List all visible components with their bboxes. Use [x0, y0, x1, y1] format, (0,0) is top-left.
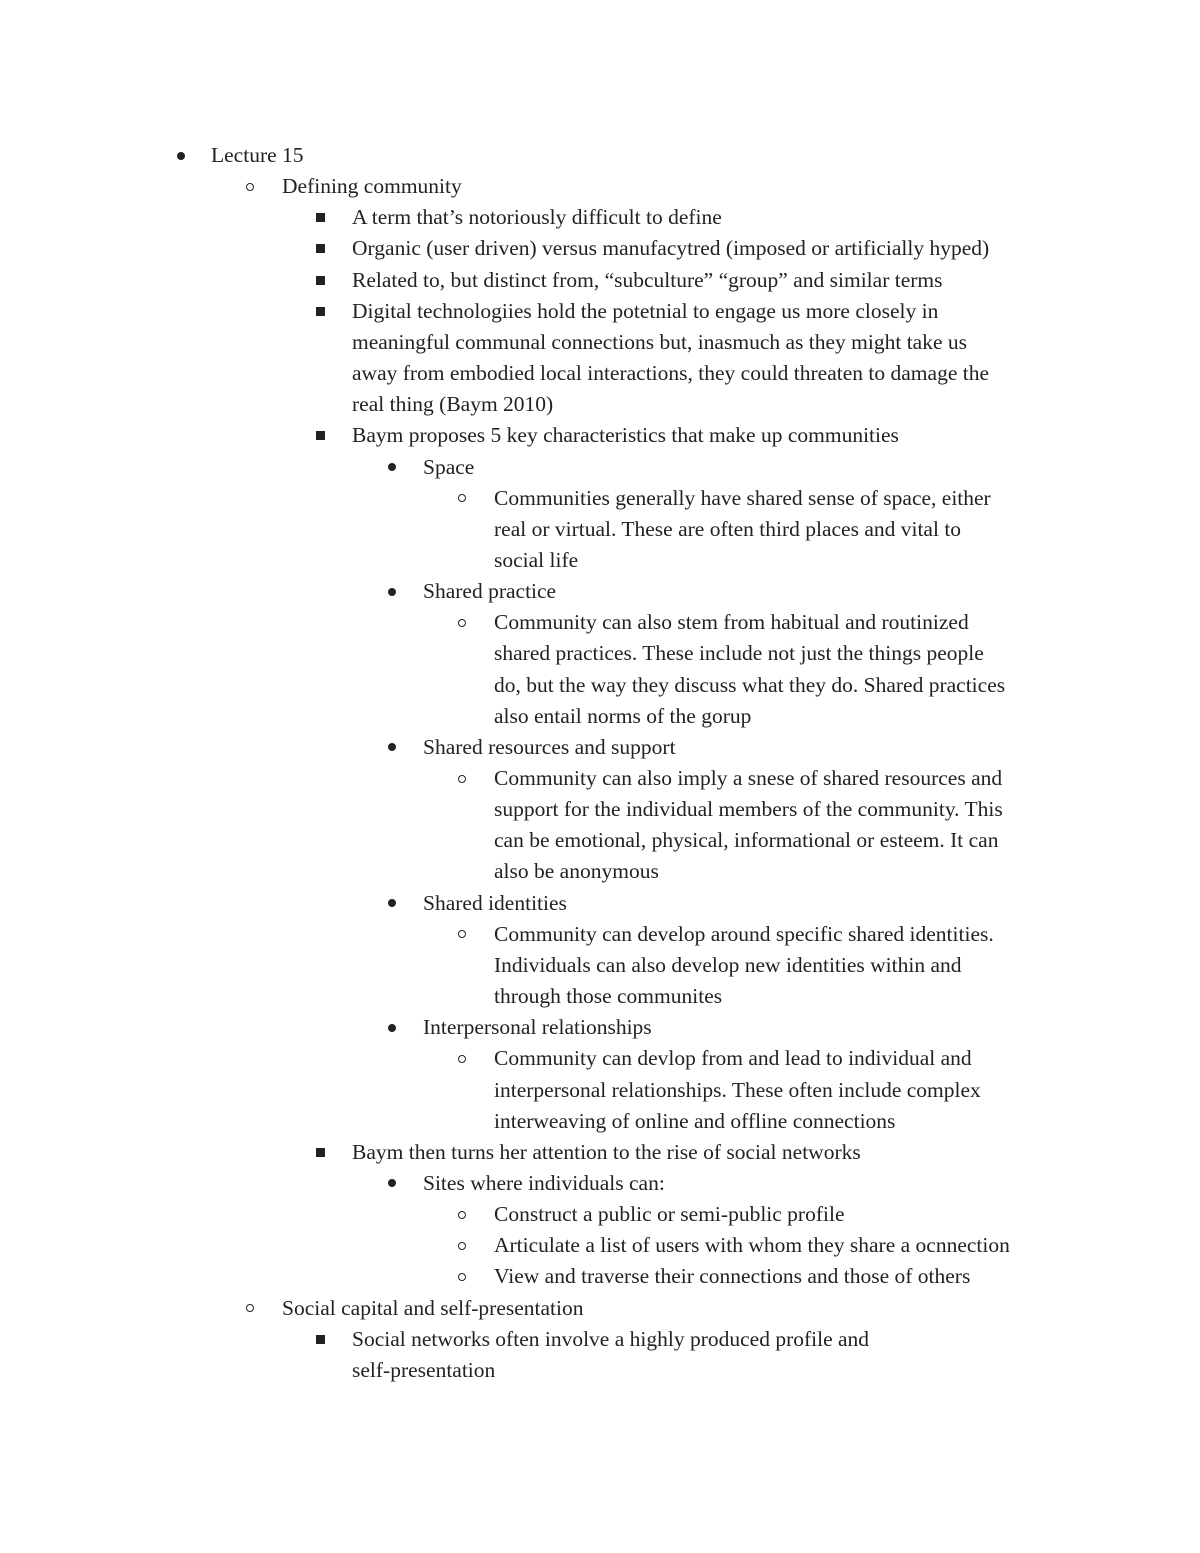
outline-item-text: support for the individual members of the community. This	[494, 797, 1003, 822]
outline-item-text: Construct a public or semi-public profile	[494, 1202, 845, 1227]
bullet-square-icon	[316, 1148, 325, 1157]
outline-item-text: Social capital and self-presentation	[282, 1295, 584, 1320]
bullet-circle-icon	[246, 183, 254, 191]
bullet-circle-icon	[246, 1304, 254, 1312]
outline-item-text: Defining community	[282, 174, 462, 199]
outline-item-text: Baym proposes 5 key characteristics that make up communities	[352, 423, 899, 448]
outline-item-text: real or virtual. These are often third places and vital to	[494, 516, 962, 541]
bullet-circle-icon	[458, 1273, 466, 1281]
outline-item-text: Articulate a list of users with whom they share a ocnnection	[494, 1233, 1010, 1258]
bullet-disc-icon	[177, 152, 185, 160]
outline-item-text: Space	[423, 454, 475, 479]
outline-item-text: can be emotional, physical, informational or esteem. It can	[494, 828, 999, 853]
outline-item-text: also be anonymous	[494, 859, 659, 884]
bullet-disc-icon	[388, 743, 396, 751]
outline-item-text: View and traverse their connections and those of others	[494, 1264, 971, 1289]
outline-item-text: also entail norms of the gorup	[494, 703, 752, 728]
outline-item-text: A term that’s notoriously difficult to define	[352, 205, 722, 230]
bullet-square-icon	[316, 213, 325, 222]
outline-item-text: social life	[494, 547, 579, 572]
outline-item-text: Shared practice	[423, 579, 557, 604]
outline-item-text: Digital technologiies hold the potetnial to engage us more closely in	[352, 298, 939, 323]
outline-item-text: Shared identities	[423, 890, 567, 915]
bullet-circle-icon	[458, 1055, 466, 1063]
outline-item-text: meaningful communal connections but, inasmuch as they might take us	[352, 329, 968, 354]
bullet-disc-icon	[388, 1179, 396, 1187]
bullet-square-icon	[316, 244, 325, 253]
outline-item-text: Social networks often involve a highly produced profile and	[352, 1326, 870, 1351]
bullet-circle-icon	[458, 1242, 466, 1250]
bullet-disc-icon	[388, 899, 396, 907]
outline-item-text: Baym then turns her attention to the rise of social networks	[352, 1139, 861, 1164]
outline-item-text: through those communites	[494, 984, 723, 1009]
outline-item-text: real thing (Baym 2010)	[352, 392, 554, 417]
outline-item-text: Community can develop around specific shared identities.	[494, 921, 994, 946]
outline-item-text: interpersonal relationships. These often include complex	[494, 1077, 981, 1102]
outline-item-text: do, but the way they discuss what they do. Shared practices	[494, 672, 1006, 697]
outline-item-text: self-presentation	[352, 1357, 496, 1382]
bullet-disc-icon	[388, 463, 396, 471]
outline-item-text: shared practices. These include not just the things people	[494, 641, 984, 666]
outline-item-text: Related to, but distinct from, “subculture” “group” and similar terms	[352, 267, 943, 292]
outline-item-text: Community can devlop from and lead to individual and	[494, 1046, 972, 1071]
outline-item-text: Sites where individuals can:	[423, 1170, 665, 1195]
bullet-square-icon	[316, 307, 325, 316]
outline-item-text: Individuals can also develop new identities within and	[494, 952, 962, 977]
bullet-disc-icon	[388, 588, 396, 596]
outline-item-text: Organic (user driven) versus manufacytred (imposed or artificially hyped)	[352, 236, 990, 261]
outline-item-text: Lecture 15	[211, 143, 304, 167]
bullet-circle-icon	[458, 494, 466, 502]
bullet-circle-icon	[458, 1211, 466, 1219]
outline-item-text: Community can also imply a snese of shared resources and	[494, 766, 1003, 790]
outline-item-text: away from embodied local interactions, they could threaten to damage the	[352, 361, 990, 386]
bullet-disc-icon	[388, 1024, 396, 1032]
outline-item-text: Interpersonal relationships	[423, 1015, 652, 1040]
bullet-square-icon	[316, 1335, 325, 1344]
bullet-circle-icon	[458, 619, 466, 627]
bullet-square-icon	[316, 276, 325, 285]
outline-item-text: Shared resources and support	[423, 734, 676, 759]
outline-item-text: Community can also stem from habitual and routinized	[494, 610, 969, 635]
bullet-circle-icon	[458, 930, 466, 938]
bullet-circle-icon	[458, 775, 466, 783]
outline-item-text: interweaving of online and offline connections	[494, 1108, 896, 1133]
outline-item-text: Communities generally have shared sense of space, either	[494, 485, 991, 510]
bullet-square-icon	[316, 431, 325, 440]
